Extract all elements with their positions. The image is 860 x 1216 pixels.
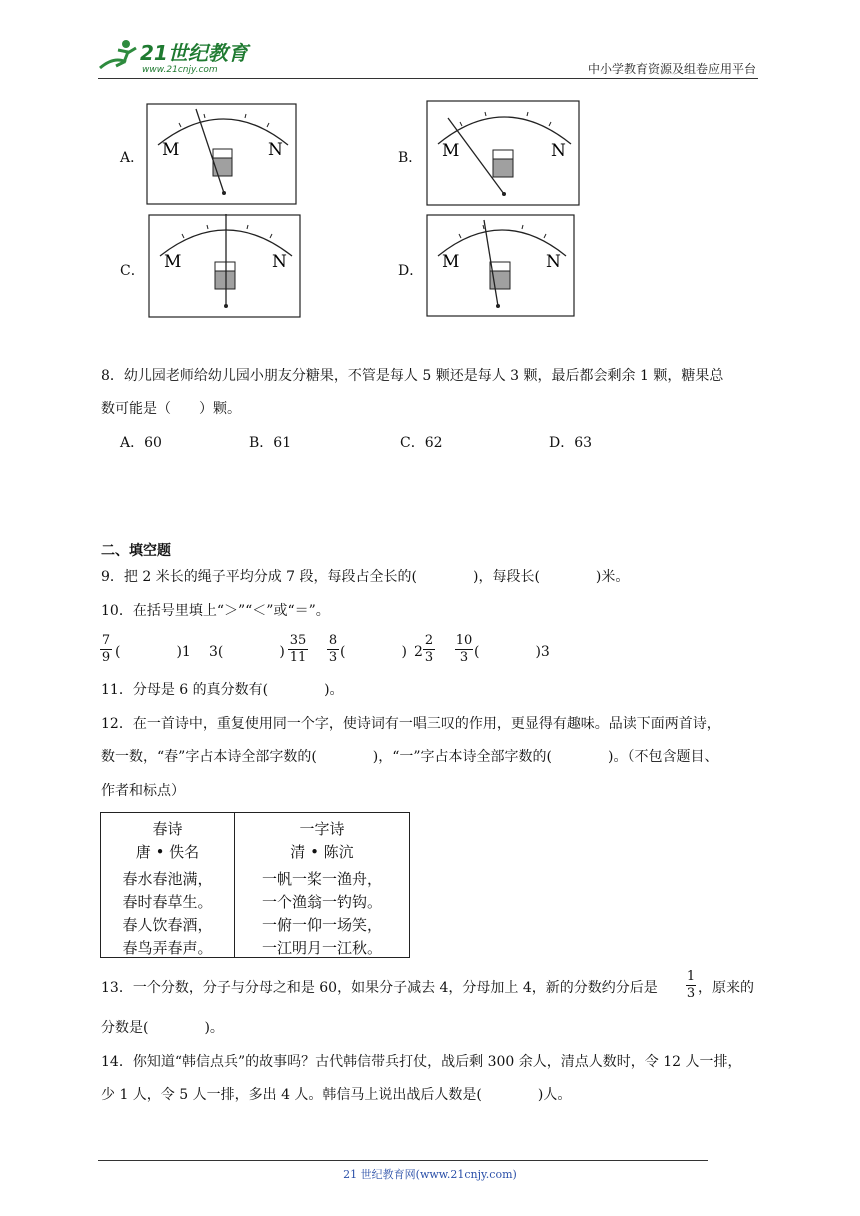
q10-blank-1: ( )1 bbox=[115, 644, 191, 660]
poem-1-line: 春时春草生。 bbox=[122, 893, 213, 911]
q13-line1-end: ，原来的 bbox=[698, 980, 754, 996]
q10-blank-4: ( )3 bbox=[474, 644, 550, 660]
q10-fraction-1: 7 9 bbox=[101, 633, 111, 665]
q14-line1: 14．你知道“韩信点兵”的故事吗？古代韩信带兵打仗，战后剩 300 余人，清点人数时，令 12 人一排， bbox=[101, 1054, 742, 1070]
poem-2-title: 一字诗 bbox=[299, 820, 345, 838]
svg-text:N: N bbox=[268, 140, 283, 160]
footer-link[interactable]: 21 世纪教育网(www.21cnjy.com) bbox=[343, 1168, 517, 1181]
svg-text:M: M bbox=[442, 141, 460, 161]
svg-text:www.21cnjy.com: www.21cnjy.com bbox=[142, 65, 218, 75]
svg-text:M: M bbox=[162, 140, 180, 160]
header-divider bbox=[98, 78, 758, 79]
section-title: 二、填空题 bbox=[101, 543, 171, 559]
q8-option-b: B．61 bbox=[249, 435, 292, 451]
q13-fraction: 1 3 bbox=[686, 969, 696, 1001]
svg-text:M: M bbox=[164, 252, 182, 272]
q12-line2: 数一数，“春”字占本诗全部字数的( )，“一”字占本诗全部字数的( )。（不包含题目、 bbox=[101, 749, 719, 765]
q7-option-b-label: B． bbox=[398, 150, 423, 166]
footer-divider bbox=[98, 1160, 708, 1161]
poem-1-title: 春诗 bbox=[152, 820, 183, 838]
q8-option-d: D．63 bbox=[549, 435, 593, 451]
poem-2-line: 一俯一仰一场笑， bbox=[261, 916, 382, 934]
q11: 11．分母是 6 的真分数有( )。 bbox=[101, 682, 344, 698]
site-logo bbox=[96, 36, 261, 76]
poem-2-line: 一个渔翁一钓钩。 bbox=[261, 893, 382, 911]
poem-2-line: 一江明月一江秋。 bbox=[261, 939, 382, 957]
q7-option-c-label: C． bbox=[120, 263, 145, 279]
q7-figure-a bbox=[146, 103, 298, 206]
q8-line2: 数可能是（ ）颗。 bbox=[101, 401, 241, 417]
q8-option-c: C．62 bbox=[400, 435, 443, 451]
q7-figure-b bbox=[426, 100, 581, 207]
q7-figure-d bbox=[426, 214, 576, 318]
q10-blank-2: 3( ) bbox=[209, 644, 285, 660]
q13-line2: 分数是( )。 bbox=[101, 1020, 224, 1036]
q10-fraction-4: 2 3 bbox=[424, 633, 434, 665]
svg-text:N: N bbox=[546, 252, 561, 272]
svg-text:M: M bbox=[442, 252, 460, 272]
q8-option-a: A．60 bbox=[120, 435, 162, 451]
poem-1-line: 春鸟弄春声。 bbox=[122, 939, 213, 957]
q10-mixed-whole: 2 bbox=[414, 644, 423, 660]
q8-line1: 8．幼儿园老师给幼儿园小朋友分糖果，不管是每人 5 颗还是每人 3 颗，最后都会剩余 1 颗，糖果总 bbox=[101, 368, 724, 384]
q10: 10．在括号里填上“＞”“＜”或“＝”。 bbox=[101, 603, 330, 619]
q7-figure-c bbox=[148, 214, 302, 319]
q10-fraction-5: 10 3 bbox=[455, 633, 473, 665]
poem-2 bbox=[235, 818, 409, 960]
q14-line2: 少 1 人，令 5 人一排，多出 4 人。韩信马上说出战后人数是( )人。 bbox=[101, 1087, 572, 1103]
q12-line3: 作者和标点） bbox=[101, 783, 185, 799]
q7-option-a-label: A． bbox=[120, 150, 145, 166]
svg-text:N: N bbox=[551, 141, 566, 161]
poem-2-line: 一帆一桨一渔舟， bbox=[261, 870, 382, 888]
poem-1-author: 唐 • 佚名 bbox=[135, 843, 200, 861]
q10-blank-3: ( ) bbox=[340, 644, 407, 660]
svg-text:N: N bbox=[272, 252, 287, 272]
poem-1-line: 春人饮春酒， bbox=[122, 916, 213, 934]
q10-fraction-3: 8 3 bbox=[328, 633, 338, 665]
logo-text: 21世纪教育 bbox=[140, 41, 248, 65]
q13-line1: 13．一个分数，分子与分母之和是 60，如果分子减去 4，分母加上 4，新的分数约分后是 bbox=[101, 980, 658, 996]
q9: 9．把 2 米长的绳子平均分成 7 段，每段占全长的( )，每段长( )米。 bbox=[101, 569, 630, 585]
q10-fraction-2: 35 11 bbox=[289, 633, 307, 665]
platform-name: 中小学教育资源及组卷应用平台 bbox=[587, 62, 756, 76]
q7-option-d-label: D． bbox=[398, 263, 424, 279]
poem-1 bbox=[101, 818, 234, 960]
poem-1-line: 春水春池满， bbox=[122, 870, 213, 888]
q12-line1: 12．在一首诗中，重复使用同一个字，使诗词有一唱三叹的作用，更显得有趣味。品读下面两首诗， bbox=[101, 716, 721, 732]
poem-2-author: 清 • 陈沆 bbox=[290, 843, 354, 861]
